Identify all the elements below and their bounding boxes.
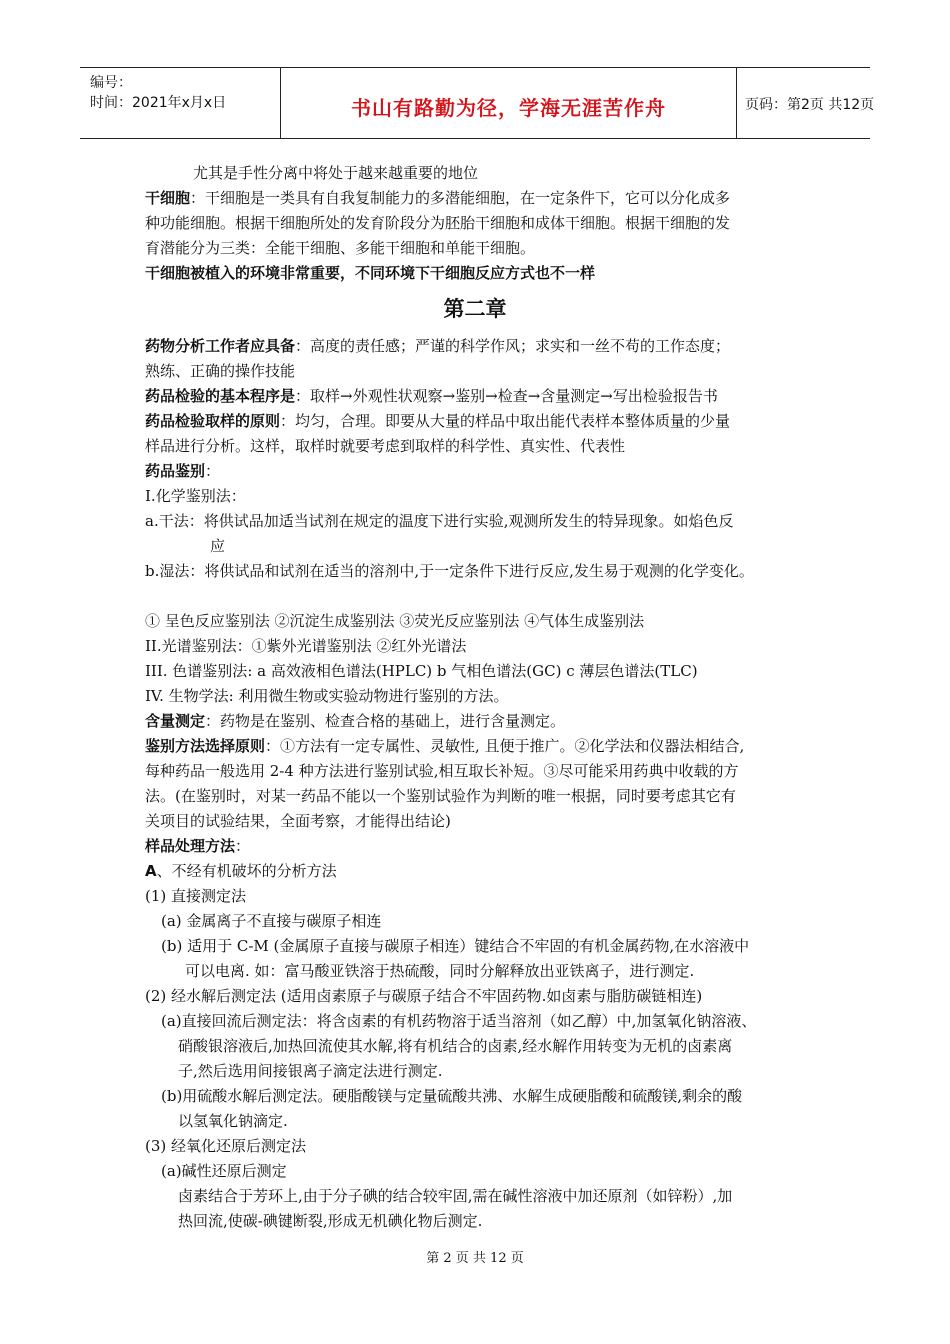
line-text: II.光谱鉴别法：①紫外光谱鉴别法 ②红外光谱法 (145, 637, 467, 655)
text-line (145, 262, 595, 284)
code-label: 编号： (90, 75, 132, 91)
page-info: 页码：第2页 共12页 (745, 97, 875, 113)
bold-term: 样品处理方法 (145, 837, 236, 855)
text-line (145, 760, 738, 782)
line-text: (a)直接回流后测定法：将含卤素的有机药物溶于适当溶剂（如乙醇）中,加氢氧化钠溶液、 (161, 1012, 757, 1030)
page-header (80, 67, 875, 139)
bold-term: 含量测定 (145, 712, 206, 730)
text-line (145, 710, 565, 732)
text-line (145, 360, 295, 382)
header-info-cell (80, 68, 280, 138)
bold-term: A (145, 862, 157, 880)
bold-term: 干细胞被植入的环境非常重要，不同环境下干细胞反应方式也不一样 (145, 264, 596, 282)
text-line (145, 187, 730, 209)
text-line (145, 485, 246, 507)
line-text: 样品进行分析。这样，取样时就要考虑到取样的科学性、真实性、代表性 (145, 437, 626, 455)
line-text: I.化学鉴别法： (145, 487, 246, 505)
line-text: ：①方法有一定专属性、灵敏性, 且便于推广。②化学法和仪器法相结合, (265, 737, 745, 755)
text-line (145, 835, 250, 857)
text-line (161, 910, 381, 932)
text-line (178, 1110, 288, 1132)
text-line (145, 435, 625, 457)
text-line (145, 212, 730, 234)
text-line (145, 660, 698, 682)
text-line (161, 935, 749, 957)
text-line (193, 162, 478, 184)
text-line (145, 237, 535, 259)
chapter-title: 第二章 (443, 297, 507, 321)
text-line (145, 635, 466, 657)
line-text: IV. 生物学法: 利用微生物或实验动物进行鉴别的方法。 (145, 687, 509, 705)
bold-term: 药品检验取样的原则 (145, 412, 281, 430)
bold-term: 干细胞 (145, 189, 191, 207)
line-text: 应 (210, 537, 226, 555)
motto-text: 书山有路勤为径，学海无涯苦作舟 (351, 96, 666, 120)
line-text: (a) 金属离子不直接与碳原子相连 (161, 912, 382, 930)
line-text: 种功能细胞。根据干细胞所处的发育阶段分为胚胎干细胞和成体干细胞。根据干细胞的发 (145, 214, 731, 232)
text-line (145, 410, 730, 432)
line-text: ：取样→外观性状观察→鉴别→检查→含量测定→写出检验报告书 (295, 387, 718, 405)
line-text: III. 色谱鉴别法: a 高效液相色谱法(HPLC) b 气相色谱法(GC) c 薄层色谱法(TLC) (145, 662, 698, 680)
line-text: (1) 直接测定法 (145, 887, 247, 905)
text-line (178, 1210, 482, 1232)
text-line (161, 1010, 756, 1032)
line-text: 、不经有机破坏的分析方法 (156, 862, 337, 880)
line-text: ：干细胞是一类具有自我复制能力的多潜能细胞，在一定条件下，它可以分化成多 (190, 189, 731, 207)
text-line (145, 610, 644, 632)
text-line (145, 1135, 306, 1157)
line-text: 每种药品一般选用 2-4 种方法进行鉴别试验,相互取长补短。③尽可能采用药典中收载的方 (145, 762, 739, 780)
bold-term: 药品检验的基本程序是 (145, 387, 296, 405)
bold-term: 药物分析工作者应具备 (145, 337, 296, 355)
line-text: ① 呈色反应鉴别法 ②沉淀生成鉴别法 ③荧光反应鉴别法 ④气体生成鉴别法 (145, 612, 645, 630)
text-line (145, 785, 736, 807)
text-line (145, 685, 509, 707)
time-label: 时间：2021年x月x日 (90, 95, 227, 111)
line-text: 可以电离. 如：富马酸亚铁溶于热硫酸，同时分解释放出亚铁离子，进行测定. (185, 962, 695, 980)
line-text: 硝酸银溶液后,加热回流使其水解,将有机结合的卤素,经水解作用转变为无机的卤素离 (178, 1037, 733, 1055)
line-text: 熟练、正确的操作技能 (145, 362, 296, 380)
line-text: (2) 经水解后测定法 (适用卤素原子与碳原子结合不牢固药物.如卤素与脂肪碳链相连) (145, 987, 703, 1005)
page-footer: 第 2 页 共 12 页 (426, 1251, 524, 1266)
text-line (178, 1060, 443, 1082)
line-text: 尤其是手性分离中将处于越来越重要的地位 (193, 164, 479, 182)
header-motto-cell (280, 68, 737, 138)
line-text: a.干法：将供试品加适当试剂在规定的温度下进行实验,观测所发生的特异现象。如焰色反 (145, 512, 734, 530)
line-text: (a)碱性还原后测定 (161, 1162, 287, 1180)
text-line (145, 860, 337, 882)
line-text: 卤素结合于芳环上,由于分子碘的结合较牢固,需在碱性溶液中加还原剂（如锌粉）,加 (178, 1187, 733, 1205)
line-text: 育潜能分为三类：全能干细胞、多能干细胞和单能干细胞。 (145, 239, 536, 257)
text-line (161, 1085, 742, 1107)
text-line (178, 1035, 732, 1057)
line-text: 热回流,使碳-碘键断裂,形成无机碘化物后测定. (178, 1212, 483, 1230)
text-line (145, 885, 246, 907)
text-line (210, 535, 225, 557)
text-line (185, 960, 694, 982)
line-text: 关项目的试验结果，全面考察，才能得出结论) (145, 812, 451, 830)
text-line (145, 460, 220, 482)
line-text: (3) 经氧化还原后测定法 (145, 1137, 307, 1155)
text-line (145, 735, 744, 757)
line-text: 子,然后选用间接银离子滴定法进行测定. (178, 1062, 443, 1080)
line-text: ：均匀，合理。即要从大量的样品中取出能代表样本整体质量的少量 (280, 412, 731, 430)
line-text: 法。(在鉴别时，对某一药品不能以一个鉴别试验作为判断的唯一根据，同时要考虑其它有 (145, 787, 736, 805)
text-line (161, 1160, 287, 1182)
bold-term: 鉴别方法选择原则 (145, 737, 266, 755)
text-line (145, 810, 451, 832)
text-line (145, 985, 702, 1007)
header-page-cell (735, 68, 875, 138)
text-line (145, 335, 730, 357)
line-text: ：高度的责任感；严谨的科学作风；求实和一丝不苟的工作态度； (295, 337, 731, 355)
line-text: b.湿法：将供试品和试剂在适当的溶剂中,于一定条件下进行反应,发生易于观测的化学变化。 (145, 562, 754, 580)
line-text: ：药物是在鉴别、检查合格的基础上，进行含量测定。 (205, 712, 566, 730)
text-line (145, 510, 733, 532)
line-text: ： (205, 462, 221, 480)
line-text: (b) 适用于 C-M (金属原子直接与碳原子相连）键结合不牢固的有机金属药物,在水溶液中 (161, 937, 750, 955)
line-text: ： (235, 837, 251, 855)
line-text: 以氢氧化钠滴定. (178, 1112, 288, 1130)
text-line (145, 560, 754, 582)
line-text: (b)用硫酸水解后测定法。硬脂酸镁与定量硫酸共沸、水解生成硬脂酸和硫酸镁,剩余的酸 (161, 1087, 743, 1105)
text-line (178, 1185, 732, 1207)
text-line (145, 385, 718, 407)
bold-term: 药品鉴别 (145, 462, 206, 480)
